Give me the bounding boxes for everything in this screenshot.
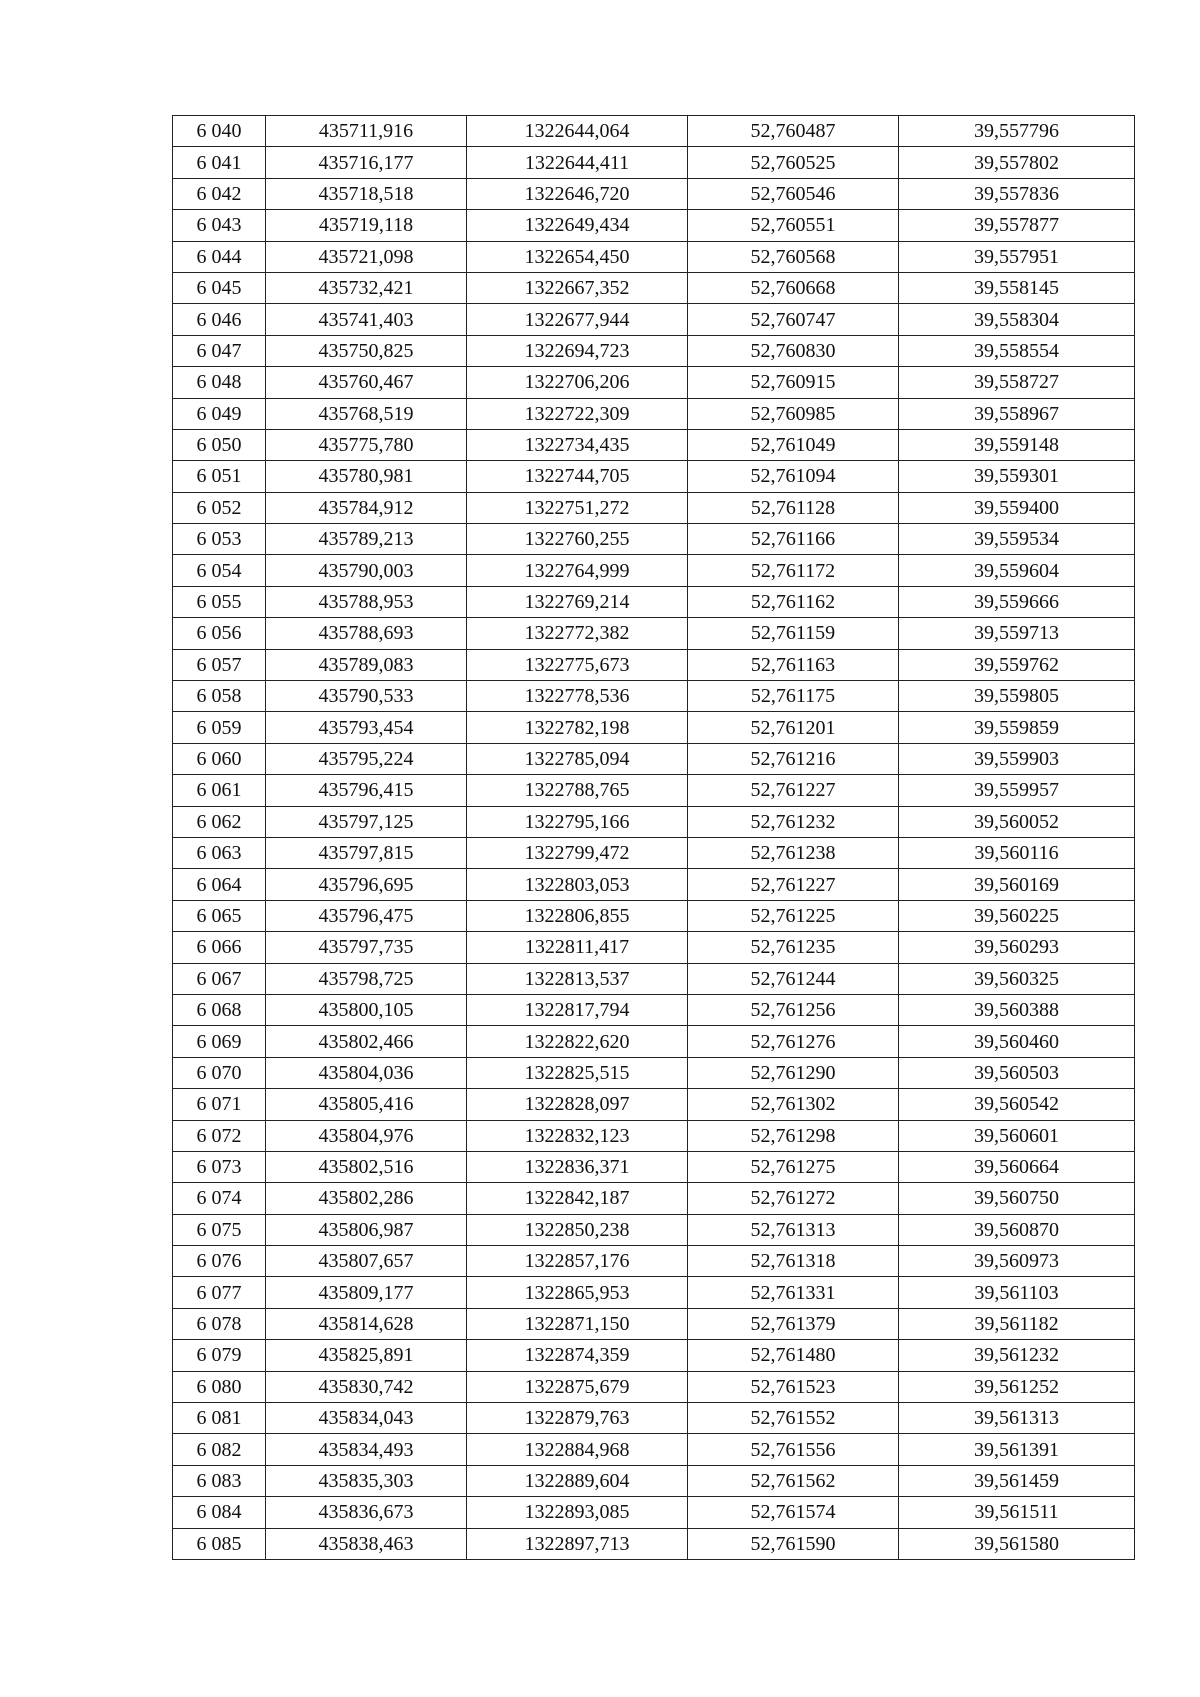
x-coordinate-cell: 435711,916 xyxy=(266,116,467,147)
y-coordinate-cell: 1322865,953 xyxy=(467,1277,688,1308)
point-number-cell: 6 075 xyxy=(173,1214,266,1245)
y-coordinate-cell: 1322677,944 xyxy=(467,304,688,335)
point-number-cell: 6 061 xyxy=(173,775,266,806)
point-number-cell: 6 047 xyxy=(173,335,266,366)
x-coordinate-cell: 435719,118 xyxy=(266,210,467,241)
longitude-cell: 39,561103 xyxy=(899,1277,1135,1308)
y-coordinate-cell: 1322644,411 xyxy=(467,147,688,178)
latitude-cell: 52,761556 xyxy=(688,1434,899,1465)
x-coordinate-cell: 435721,098 xyxy=(266,241,467,272)
table-row xyxy=(173,555,1135,586)
latitude-cell: 52,761313 xyxy=(688,1214,899,1245)
latitude-cell: 52,761574 xyxy=(688,1497,899,1528)
point-number-cell: 6 063 xyxy=(173,837,266,868)
longitude-cell: 39,560052 xyxy=(899,806,1135,837)
point-number-cell: 6 072 xyxy=(173,1120,266,1151)
table-row xyxy=(173,1403,1135,1434)
longitude-cell: 39,559400 xyxy=(899,492,1135,523)
x-coordinate-cell: 435809,177 xyxy=(266,1277,467,1308)
y-coordinate-cell: 1322722,309 xyxy=(467,398,688,429)
point-number-cell: 6 070 xyxy=(173,1057,266,1088)
latitude-cell: 52,760525 xyxy=(688,147,899,178)
table-row xyxy=(173,147,1135,178)
table-row xyxy=(173,1057,1135,1088)
longitude-cell: 39,560325 xyxy=(899,963,1135,994)
latitude-cell: 52,760915 xyxy=(688,367,899,398)
point-number-cell: 6 079 xyxy=(173,1340,266,1371)
longitude-cell: 39,560870 xyxy=(899,1214,1135,1245)
latitude-cell: 52,761225 xyxy=(688,900,899,931)
longitude-cell: 39,561232 xyxy=(899,1340,1135,1371)
latitude-cell: 52,761235 xyxy=(688,932,899,963)
longitude-cell: 39,561313 xyxy=(899,1403,1135,1434)
table-row xyxy=(173,1308,1135,1339)
point-number-cell: 6 056 xyxy=(173,618,266,649)
latitude-cell: 52,761232 xyxy=(688,806,899,837)
longitude-cell: 39,557802 xyxy=(899,147,1135,178)
y-coordinate-cell: 1322649,434 xyxy=(467,210,688,241)
table-row xyxy=(173,1183,1135,1214)
longitude-cell: 39,558967 xyxy=(899,398,1135,429)
y-coordinate-cell: 1322879,763 xyxy=(467,1403,688,1434)
longitude-cell: 39,561252 xyxy=(899,1371,1135,1402)
latitude-cell: 52,760668 xyxy=(688,272,899,303)
y-coordinate-cell: 1322825,515 xyxy=(467,1057,688,1088)
y-coordinate-cell: 1322875,679 xyxy=(467,1371,688,1402)
x-coordinate-cell: 435804,976 xyxy=(266,1120,467,1151)
latitude-cell: 52,761238 xyxy=(688,837,899,868)
x-coordinate-cell: 435784,912 xyxy=(266,492,467,523)
point-number-cell: 6 060 xyxy=(173,743,266,774)
table-row xyxy=(173,743,1135,774)
latitude-cell: 52,761162 xyxy=(688,586,899,617)
point-number-cell: 6 078 xyxy=(173,1308,266,1339)
y-coordinate-cell: 1322811,417 xyxy=(467,932,688,963)
longitude-cell: 39,558727 xyxy=(899,367,1135,398)
latitude-cell: 52,760985 xyxy=(688,398,899,429)
latitude-cell: 52,761049 xyxy=(688,429,899,460)
point-number-cell: 6 067 xyxy=(173,963,266,994)
point-number-cell: 6 043 xyxy=(173,210,266,241)
table-row xyxy=(173,618,1135,649)
longitude-cell: 39,560503 xyxy=(899,1057,1135,1088)
x-coordinate-cell: 435814,628 xyxy=(266,1308,467,1339)
table-row xyxy=(173,1151,1135,1182)
point-number-cell: 6 040 xyxy=(173,116,266,147)
point-number-cell: 6 050 xyxy=(173,429,266,460)
point-number-cell: 6 062 xyxy=(173,806,266,837)
x-coordinate-cell: 435798,725 xyxy=(266,963,467,994)
latitude-cell: 52,761227 xyxy=(688,775,899,806)
table-row xyxy=(173,210,1135,241)
point-number-cell: 6 074 xyxy=(173,1183,266,1214)
table-row xyxy=(173,241,1135,272)
point-number-cell: 6 046 xyxy=(173,304,266,335)
x-coordinate-cell: 435800,105 xyxy=(266,994,467,1025)
point-number-cell: 6 054 xyxy=(173,555,266,586)
longitude-cell: 39,560293 xyxy=(899,932,1135,963)
table-row xyxy=(173,963,1135,994)
x-coordinate-cell: 435838,463 xyxy=(266,1528,467,1559)
y-coordinate-cell: 1322828,097 xyxy=(467,1089,688,1120)
y-coordinate-cell: 1322836,371 xyxy=(467,1151,688,1182)
table-row xyxy=(173,1340,1135,1371)
y-coordinate-cell: 1322795,166 xyxy=(467,806,688,837)
table-row xyxy=(173,1214,1135,1245)
table-row xyxy=(173,932,1135,963)
point-number-cell: 6 055 xyxy=(173,586,266,617)
x-coordinate-cell: 435797,125 xyxy=(266,806,467,837)
longitude-cell: 39,558304 xyxy=(899,304,1135,335)
latitude-cell: 52,760830 xyxy=(688,335,899,366)
coordinates-table xyxy=(172,115,1135,1560)
x-coordinate-cell: 435788,953 xyxy=(266,586,467,617)
longitude-cell: 39,557836 xyxy=(899,178,1135,209)
y-coordinate-cell: 1322751,272 xyxy=(467,492,688,523)
longitude-cell: 39,559604 xyxy=(899,555,1135,586)
longitude-cell: 39,559713 xyxy=(899,618,1135,649)
y-coordinate-cell: 1322760,255 xyxy=(467,524,688,555)
x-coordinate-cell: 435834,043 xyxy=(266,1403,467,1434)
latitude-cell: 52,760747 xyxy=(688,304,899,335)
point-number-cell: 6 048 xyxy=(173,367,266,398)
longitude-cell: 39,557796 xyxy=(899,116,1135,147)
point-number-cell: 6 059 xyxy=(173,712,266,743)
y-coordinate-cell: 1322788,765 xyxy=(467,775,688,806)
table-row xyxy=(173,1026,1135,1057)
y-coordinate-cell: 1322803,053 xyxy=(467,869,688,900)
longitude-cell: 39,561511 xyxy=(899,1497,1135,1528)
x-coordinate-cell: 435789,213 xyxy=(266,524,467,555)
table-row xyxy=(173,335,1135,366)
point-number-cell: 6 083 xyxy=(173,1465,266,1496)
point-number-cell: 6 065 xyxy=(173,900,266,931)
latitude-cell: 52,761256 xyxy=(688,994,899,1025)
point-number-cell: 6 041 xyxy=(173,147,266,178)
y-coordinate-cell: 1322874,359 xyxy=(467,1340,688,1371)
x-coordinate-cell: 435780,981 xyxy=(266,461,467,492)
y-coordinate-cell: 1322817,794 xyxy=(467,994,688,1025)
point-number-cell: 6 045 xyxy=(173,272,266,303)
y-coordinate-cell: 1322813,537 xyxy=(467,963,688,994)
latitude-cell: 52,761163 xyxy=(688,649,899,680)
y-coordinate-cell: 1322857,176 xyxy=(467,1246,688,1277)
longitude-cell: 39,559805 xyxy=(899,681,1135,712)
table-row xyxy=(173,461,1135,492)
x-coordinate-cell: 435802,466 xyxy=(266,1026,467,1057)
y-coordinate-cell: 1322646,720 xyxy=(467,178,688,209)
y-coordinate-cell: 1322822,620 xyxy=(467,1026,688,1057)
latitude-cell: 52,761159 xyxy=(688,618,899,649)
x-coordinate-cell: 435790,533 xyxy=(266,681,467,712)
longitude-cell: 39,561182 xyxy=(899,1308,1135,1339)
point-number-cell: 6 073 xyxy=(173,1151,266,1182)
table-row xyxy=(173,775,1135,806)
x-coordinate-cell: 435718,518 xyxy=(266,178,467,209)
table-row xyxy=(173,1277,1135,1308)
latitude-cell: 52,761201 xyxy=(688,712,899,743)
point-number-cell: 6 077 xyxy=(173,1277,266,1308)
latitude-cell: 52,761298 xyxy=(688,1120,899,1151)
longitude-cell: 39,561580 xyxy=(899,1528,1135,1559)
y-coordinate-cell: 1322850,238 xyxy=(467,1214,688,1245)
x-coordinate-cell: 435788,693 xyxy=(266,618,467,649)
table-row xyxy=(173,1434,1135,1465)
point-number-cell: 6 069 xyxy=(173,1026,266,1057)
latitude-cell: 52,761290 xyxy=(688,1057,899,1088)
point-number-cell: 6 058 xyxy=(173,681,266,712)
y-coordinate-cell: 1322764,999 xyxy=(467,555,688,586)
table-row xyxy=(173,524,1135,555)
point-number-cell: 6 051 xyxy=(173,461,266,492)
x-coordinate-cell: 435789,083 xyxy=(266,649,467,680)
latitude-cell: 52,761562 xyxy=(688,1465,899,1496)
x-coordinate-cell: 435806,987 xyxy=(266,1214,467,1245)
x-coordinate-cell: 435768,519 xyxy=(266,398,467,429)
y-coordinate-cell: 1322832,123 xyxy=(467,1120,688,1151)
latitude-cell: 52,761244 xyxy=(688,963,899,994)
longitude-cell: 39,559301 xyxy=(899,461,1135,492)
table-row xyxy=(173,900,1135,931)
y-coordinate-cell: 1322734,435 xyxy=(467,429,688,460)
point-number-cell: 6 084 xyxy=(173,1497,266,1528)
longitude-cell: 39,559957 xyxy=(899,775,1135,806)
point-number-cell: 6 052 xyxy=(173,492,266,523)
latitude-cell: 52,761166 xyxy=(688,524,899,555)
point-number-cell: 6 042 xyxy=(173,178,266,209)
y-coordinate-cell: 1322775,673 xyxy=(467,649,688,680)
table-row xyxy=(173,429,1135,460)
x-coordinate-cell: 435716,177 xyxy=(266,147,467,178)
point-number-cell: 6 081 xyxy=(173,1403,266,1434)
table-row xyxy=(173,806,1135,837)
latitude-cell: 52,761272 xyxy=(688,1183,899,1214)
table-row xyxy=(173,178,1135,209)
x-coordinate-cell: 435796,415 xyxy=(266,775,467,806)
x-coordinate-cell: 435835,303 xyxy=(266,1465,467,1496)
longitude-cell: 39,559762 xyxy=(899,649,1135,680)
x-coordinate-cell: 435834,493 xyxy=(266,1434,467,1465)
x-coordinate-cell: 435805,416 xyxy=(266,1089,467,1120)
y-coordinate-cell: 1322897,713 xyxy=(467,1528,688,1559)
point-number-cell: 6 049 xyxy=(173,398,266,429)
latitude-cell: 52,761216 xyxy=(688,743,899,774)
y-coordinate-cell: 1322706,206 xyxy=(467,367,688,398)
table-row xyxy=(173,1465,1135,1496)
x-coordinate-cell: 435797,815 xyxy=(266,837,467,868)
latitude-cell: 52,761302 xyxy=(688,1089,899,1120)
table-row xyxy=(173,398,1135,429)
table-row xyxy=(173,712,1135,743)
y-coordinate-cell: 1322871,150 xyxy=(467,1308,688,1339)
x-coordinate-cell: 435760,467 xyxy=(266,367,467,398)
longitude-cell: 39,559148 xyxy=(899,429,1135,460)
x-coordinate-cell: 435836,673 xyxy=(266,1497,467,1528)
point-number-cell: 6 076 xyxy=(173,1246,266,1277)
y-coordinate-cell: 1322884,968 xyxy=(467,1434,688,1465)
table-row xyxy=(173,1120,1135,1151)
x-coordinate-cell: 435804,036 xyxy=(266,1057,467,1088)
x-coordinate-cell: 435796,695 xyxy=(266,869,467,900)
table-row xyxy=(173,272,1135,303)
x-coordinate-cell: 435790,003 xyxy=(266,555,467,586)
x-coordinate-cell: 435732,421 xyxy=(266,272,467,303)
latitude-cell: 52,761523 xyxy=(688,1371,899,1402)
table-row xyxy=(173,681,1135,712)
point-number-cell: 6 053 xyxy=(173,524,266,555)
point-number-cell: 6 080 xyxy=(173,1371,266,1402)
y-coordinate-cell: 1322667,352 xyxy=(467,272,688,303)
latitude-cell: 52,760551 xyxy=(688,210,899,241)
x-coordinate-cell: 435775,780 xyxy=(266,429,467,460)
y-coordinate-cell: 1322806,855 xyxy=(467,900,688,931)
longitude-cell: 39,558554 xyxy=(899,335,1135,366)
x-coordinate-cell: 435796,475 xyxy=(266,900,467,931)
latitude-cell: 52,761275 xyxy=(688,1151,899,1182)
x-coordinate-cell: 435741,403 xyxy=(266,304,467,335)
y-coordinate-cell: 1322644,064 xyxy=(467,116,688,147)
table-row xyxy=(173,116,1135,147)
y-coordinate-cell: 1322889,604 xyxy=(467,1465,688,1496)
y-coordinate-cell: 1322799,472 xyxy=(467,837,688,868)
y-coordinate-cell: 1322744,705 xyxy=(467,461,688,492)
point-number-cell: 6 082 xyxy=(173,1434,266,1465)
latitude-cell: 52,761094 xyxy=(688,461,899,492)
x-coordinate-cell: 435802,286 xyxy=(266,1183,467,1214)
x-coordinate-cell: 435830,742 xyxy=(266,1371,467,1402)
longitude-cell: 39,561391 xyxy=(899,1434,1135,1465)
latitude-cell: 52,761318 xyxy=(688,1246,899,1277)
y-coordinate-cell: 1322842,187 xyxy=(467,1183,688,1214)
y-coordinate-cell: 1322785,094 xyxy=(467,743,688,774)
longitude-cell: 39,560388 xyxy=(899,994,1135,1025)
y-coordinate-cell: 1322782,198 xyxy=(467,712,688,743)
point-number-cell: 6 071 xyxy=(173,1089,266,1120)
table-row xyxy=(173,994,1135,1025)
longitude-cell: 39,560601 xyxy=(899,1120,1135,1151)
point-number-cell: 6 068 xyxy=(173,994,266,1025)
table-row xyxy=(173,492,1135,523)
longitude-cell: 39,558145 xyxy=(899,272,1135,303)
table-row xyxy=(173,837,1135,868)
table-row xyxy=(173,649,1135,680)
latitude-cell: 52,761379 xyxy=(688,1308,899,1339)
longitude-cell: 39,560460 xyxy=(899,1026,1135,1057)
table-row xyxy=(173,1246,1135,1277)
latitude-cell: 52,760487 xyxy=(688,116,899,147)
table-row xyxy=(173,586,1135,617)
table-row xyxy=(173,304,1135,335)
x-coordinate-cell: 435802,516 xyxy=(266,1151,467,1182)
table-row xyxy=(173,1371,1135,1402)
table-row xyxy=(173,367,1135,398)
point-number-cell: 6 085 xyxy=(173,1528,266,1559)
x-coordinate-cell: 435795,224 xyxy=(266,743,467,774)
y-coordinate-cell: 1322769,214 xyxy=(467,586,688,617)
point-number-cell: 6 057 xyxy=(173,649,266,680)
y-coordinate-cell: 1322893,085 xyxy=(467,1497,688,1528)
latitude-cell: 52,761128 xyxy=(688,492,899,523)
x-coordinate-cell: 435825,891 xyxy=(266,1340,467,1371)
table-row xyxy=(173,1089,1135,1120)
longitude-cell: 39,560973 xyxy=(899,1246,1135,1277)
longitude-cell: 39,559903 xyxy=(899,743,1135,774)
point-number-cell: 6 064 xyxy=(173,869,266,900)
latitude-cell: 52,761172 xyxy=(688,555,899,586)
longitude-cell: 39,557877 xyxy=(899,210,1135,241)
longitude-cell: 39,559859 xyxy=(899,712,1135,743)
y-coordinate-cell: 1322778,536 xyxy=(467,681,688,712)
longitude-cell: 39,559666 xyxy=(899,586,1135,617)
latitude-cell: 52,761480 xyxy=(688,1340,899,1371)
latitude-cell: 52,760546 xyxy=(688,178,899,209)
longitude-cell: 39,560116 xyxy=(899,837,1135,868)
longitude-cell: 39,560664 xyxy=(899,1151,1135,1182)
x-coordinate-cell: 435750,825 xyxy=(266,335,467,366)
longitude-cell: 39,560169 xyxy=(899,869,1135,900)
latitude-cell: 52,761276 xyxy=(688,1026,899,1057)
longitude-cell: 39,560750 xyxy=(899,1183,1135,1214)
point-number-cell: 6 044 xyxy=(173,241,266,272)
y-coordinate-cell: 1322772,382 xyxy=(467,618,688,649)
table-row xyxy=(173,1528,1135,1559)
longitude-cell: 39,559534 xyxy=(899,524,1135,555)
x-coordinate-cell: 435793,454 xyxy=(266,712,467,743)
latitude-cell: 52,761331 xyxy=(688,1277,899,1308)
table-row xyxy=(173,869,1135,900)
longitude-cell: 39,561459 xyxy=(899,1465,1135,1496)
y-coordinate-cell: 1322654,450 xyxy=(467,241,688,272)
latitude-cell: 52,761552 xyxy=(688,1403,899,1434)
longitude-cell: 39,557951 xyxy=(899,241,1135,272)
point-number-cell: 6 066 xyxy=(173,932,266,963)
latitude-cell: 52,761590 xyxy=(688,1528,899,1559)
latitude-cell: 52,760568 xyxy=(688,241,899,272)
latitude-cell: 52,761227 xyxy=(688,869,899,900)
y-coordinate-cell: 1322694,723 xyxy=(467,335,688,366)
x-coordinate-cell: 435807,657 xyxy=(266,1246,467,1277)
latitude-cell: 52,761175 xyxy=(688,681,899,712)
coordinates-table-body xyxy=(173,116,1135,1560)
table-row xyxy=(173,1497,1135,1528)
x-coordinate-cell: 435797,735 xyxy=(266,932,467,963)
longitude-cell: 39,560542 xyxy=(899,1089,1135,1120)
longitude-cell: 39,560225 xyxy=(899,900,1135,931)
